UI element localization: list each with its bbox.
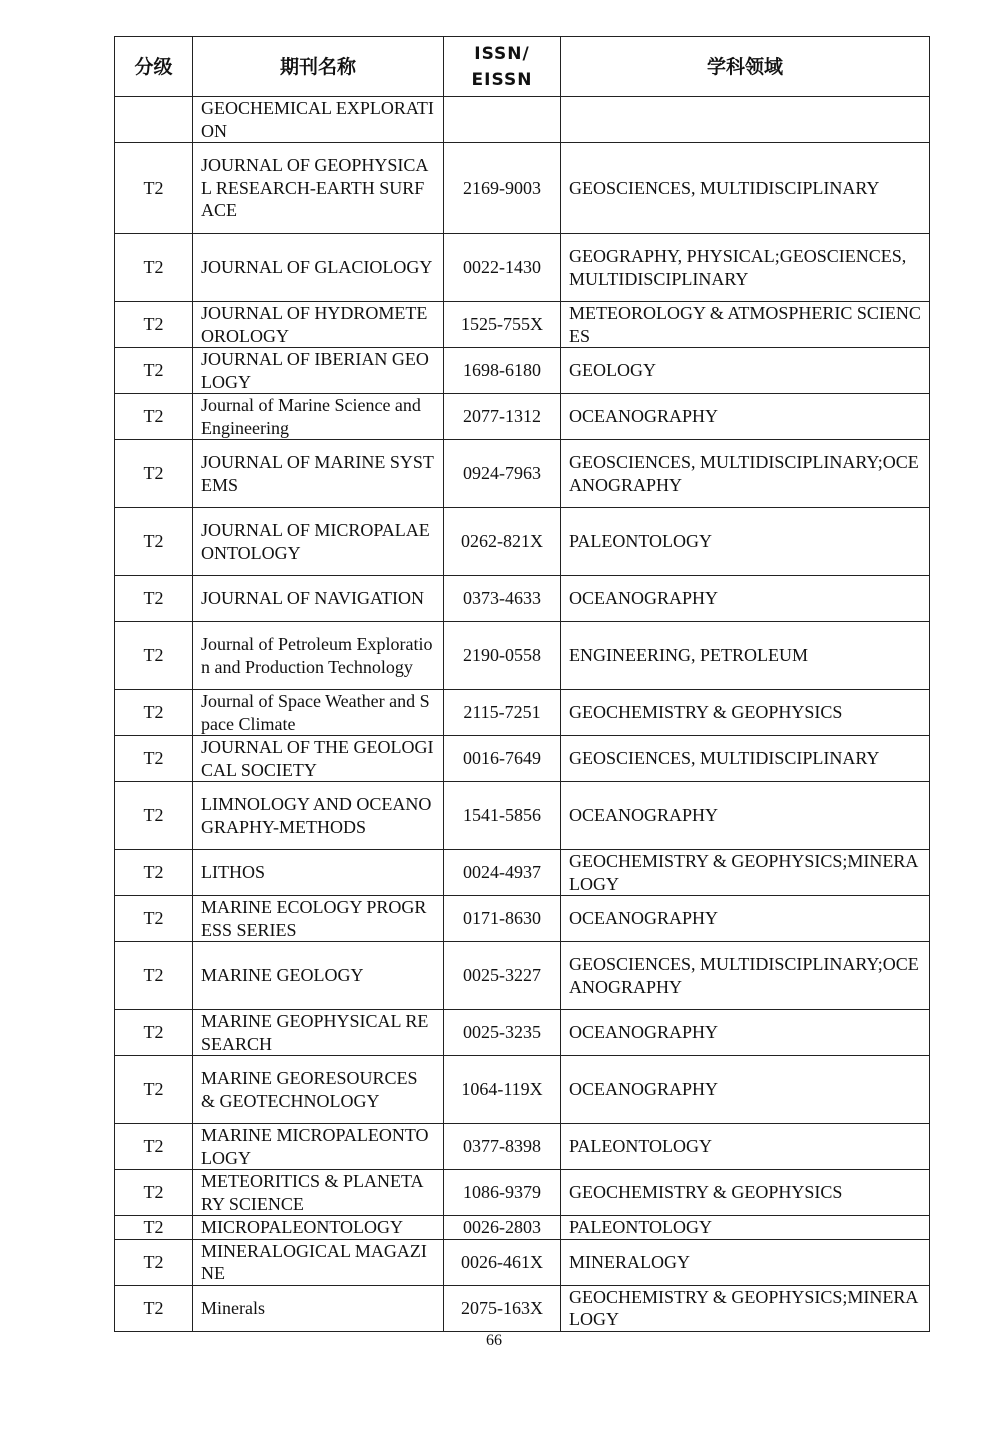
cell-issn: 2077-1312 <box>444 394 561 440</box>
cell-subject-field: GEOCHEMISTRY & GEOPHYSICS;MINERALOGY <box>561 850 930 896</box>
cell-issn <box>444 97 561 143</box>
cell-grade: T2 <box>115 143 193 234</box>
cell-grade: T2 <box>115 850 193 896</box>
table-row <box>115 1239 930 1285</box>
cell-journal-name: JOURNAL OF NAVIGATION <box>193 576 444 622</box>
cell-grade: T2 <box>115 508 193 576</box>
table-row <box>115 348 930 394</box>
cell-grade: T2 <box>115 440 193 508</box>
cell-subject-field: GEOCHEMISTRY & GEOPHYSICS;MINERALOGY <box>561 1285 930 1331</box>
cell-journal-name: JOURNAL OF GEOPHYSICAL RESEARCH-EARTH SURFACE <box>193 143 444 234</box>
cell-grade: T2 <box>115 576 193 622</box>
table-header-row <box>115 37 930 97</box>
cell-issn: 1525-755X <box>444 302 561 348</box>
cell-subject-field: GEOSCIENCES, MULTIDISCIPLINARY <box>561 143 930 234</box>
cell-subject-field: GEOGRAPHY, PHYSICAL;GEOSCIENCES, MULTIDISCIPLINARY <box>561 234 930 302</box>
cell-grade: T2 <box>115 1124 193 1170</box>
journal-table <box>114 36 930 1332</box>
table-row <box>115 622 930 690</box>
cell-grade: T2 <box>115 394 193 440</box>
cell-journal-name: Minerals <box>193 1285 444 1331</box>
table-row <box>115 440 930 508</box>
cell-issn: 0171-8630 <box>444 896 561 942</box>
cell-issn: 0025-3235 <box>444 1010 561 1056</box>
cell-subject-field: PALEONTOLOGY <box>561 1124 930 1170</box>
table-row <box>115 850 930 896</box>
cell-issn: 1698-6180 <box>444 348 561 394</box>
table-row <box>115 1010 930 1056</box>
cell-issn: 0025-3227 <box>444 942 561 1010</box>
table-row <box>115 1056 930 1124</box>
cell-subject-field <box>561 97 930 143</box>
cell-subject-field: OCEANOGRAPHY <box>561 896 930 942</box>
cell-subject-field: ENGINEERING, PETROLEUM <box>561 622 930 690</box>
cell-issn: 2190-0558 <box>444 622 561 690</box>
table-row <box>115 1170 930 1216</box>
cell-issn: 0924-7963 <box>444 440 561 508</box>
cell-subject-field: PALEONTOLOGY <box>561 1216 930 1240</box>
cell-subject-field: GEOLOGY <box>561 348 930 394</box>
cell-journal-name: Journal of Space Weather and Space Climate <box>193 690 444 736</box>
header-issn <box>444 37 561 97</box>
cell-grade: T2 <box>115 1239 193 1285</box>
table-row <box>115 508 930 576</box>
cell-issn: 0377-8398 <box>444 1124 561 1170</box>
table-row <box>115 942 930 1010</box>
cell-grade: T2 <box>115 302 193 348</box>
cell-issn: 2075-163X <box>444 1285 561 1331</box>
table-row <box>115 97 930 143</box>
cell-journal-name: LITHOS <box>193 850 444 896</box>
table-row <box>115 143 930 234</box>
cell-issn: 0026-461X <box>444 1239 561 1285</box>
cell-grade: T2 <box>115 1056 193 1124</box>
table-row <box>115 1285 930 1331</box>
cell-journal-name: Journal of Marine Science and Engineering <box>193 394 444 440</box>
cell-journal-name: MARINE MICROPALEONTOLOGY <box>193 1124 444 1170</box>
cell-issn: 0262-821X <box>444 508 561 576</box>
cell-grade: T2 <box>115 348 193 394</box>
table-row <box>115 302 930 348</box>
cell-grade: T2 <box>115 782 193 850</box>
table-body <box>115 97 930 1332</box>
header-journal-name: 期刊名称 <box>193 37 444 97</box>
cell-journal-name: MICROPALEONTOLOGY <box>193 1216 444 1240</box>
cell-issn: 0016-7649 <box>444 736 561 782</box>
cell-journal-name: LIMNOLOGY AND OCEANOGRAPHY-METHODS <box>193 782 444 850</box>
cell-subject-field: MINERALOGY <box>561 1239 930 1285</box>
table-row <box>115 394 930 440</box>
cell-issn: 0022-1430 <box>444 234 561 302</box>
cell-grade: T2 <box>115 1216 193 1240</box>
cell-issn: 0024-4937 <box>444 850 561 896</box>
cell-subject-field: GEOSCIENCES, MULTIDISCIPLINARY;OCEANOGRAPHY <box>561 440 930 508</box>
cell-journal-name: GEOCHEMICAL EXPLORATION <box>193 97 444 143</box>
table-row <box>115 1216 930 1240</box>
cell-grade: T2 <box>115 690 193 736</box>
table-row <box>115 736 930 782</box>
cell-subject-field: OCEANOGRAPHY <box>561 1056 930 1124</box>
cell-issn: 1541-5856 <box>444 782 561 850</box>
cell-journal-name: JOURNAL OF MICROPALAEONTOLOGY <box>193 508 444 576</box>
cell-subject-field: GEOSCIENCES, MULTIDISCIPLINARY;OCEANOGRAPHY <box>561 942 930 1010</box>
cell-subject-field: OCEANOGRAPHY <box>561 394 930 440</box>
cell-grade <box>115 97 193 143</box>
cell-issn: 1086-9379 <box>444 1170 561 1216</box>
header-issn-line2: EISSN <box>471 69 533 90</box>
page-number: 66 <box>486 1332 502 1349</box>
cell-journal-name: MARINE GEOLOGY <box>193 942 444 1010</box>
cell-journal-name: JOURNAL OF HYDROMETEOROLOGY <box>193 302 444 348</box>
cell-grade: T2 <box>115 736 193 782</box>
table-row <box>115 690 930 736</box>
cell-grade: T2 <box>115 1010 193 1056</box>
cell-issn: 0026-2803 <box>444 1216 561 1240</box>
cell-issn: 2169-9003 <box>444 143 561 234</box>
cell-journal-name: JOURNAL OF THE GEOLOGICAL SOCIETY <box>193 736 444 782</box>
cell-subject-field: GEOSCIENCES, MULTIDISCIPLINARY <box>561 736 930 782</box>
cell-grade: T2 <box>115 942 193 1010</box>
cell-grade: T2 <box>115 622 193 690</box>
cell-subject-field: PALEONTOLOGY <box>561 508 930 576</box>
cell-subject-field: GEOCHEMISTRY & GEOPHYSICS <box>561 690 930 736</box>
cell-subject-field: OCEANOGRAPHY <box>561 576 930 622</box>
cell-journal-name: JOURNAL OF MARINE SYSTEMS <box>193 440 444 508</box>
cell-journal-name: Journal of Petroleum Exploration and Production Technology <box>193 622 444 690</box>
cell-issn: 1064-119X <box>444 1056 561 1124</box>
cell-issn: 0373-4633 <box>444 576 561 622</box>
cell-grade: T2 <box>115 234 193 302</box>
cell-issn: 2115-7251 <box>444 690 561 736</box>
cell-subject-field: METEOROLOGY & ATMOSPHERIC SCIENCES <box>561 302 930 348</box>
cell-journal-name: METEORITICS & PLANETARY SCIENCE <box>193 1170 444 1216</box>
cell-journal-name: JOURNAL OF GLACIOLOGY <box>193 234 444 302</box>
cell-journal-name: MARINE ECOLOGY PROGRESS SERIES <box>193 896 444 942</box>
cell-grade: T2 <box>115 1170 193 1216</box>
cell-journal-name: MARINE GEORESOURCES & GEOTECHNOLOGY <box>193 1056 444 1124</box>
cell-journal-name: MARINE GEOPHYSICAL RESEARCH <box>193 1010 444 1056</box>
header-grade: 分级 <box>115 37 193 97</box>
cell-subject-field: GEOCHEMISTRY & GEOPHYSICS <box>561 1170 930 1216</box>
table-row <box>115 782 930 850</box>
cell-journal-name: JOURNAL OF IBERIAN GEOLOGY <box>193 348 444 394</box>
table-row <box>115 576 930 622</box>
cell-subject-field: OCEANOGRAPHY <box>561 782 930 850</box>
cell-journal-name: MINERALOGICAL MAGAZINE <box>193 1239 444 1285</box>
table-row <box>115 896 930 942</box>
cell-grade: T2 <box>115 1285 193 1331</box>
table-row <box>115 234 930 302</box>
header-subject-field: 学科领域 <box>561 37 930 97</box>
header-issn-line1: ISSN/ <box>474 43 530 64</box>
cell-subject-field: OCEANOGRAPHY <box>561 1010 930 1056</box>
cell-grade: T2 <box>115 896 193 942</box>
table-row <box>115 1124 930 1170</box>
